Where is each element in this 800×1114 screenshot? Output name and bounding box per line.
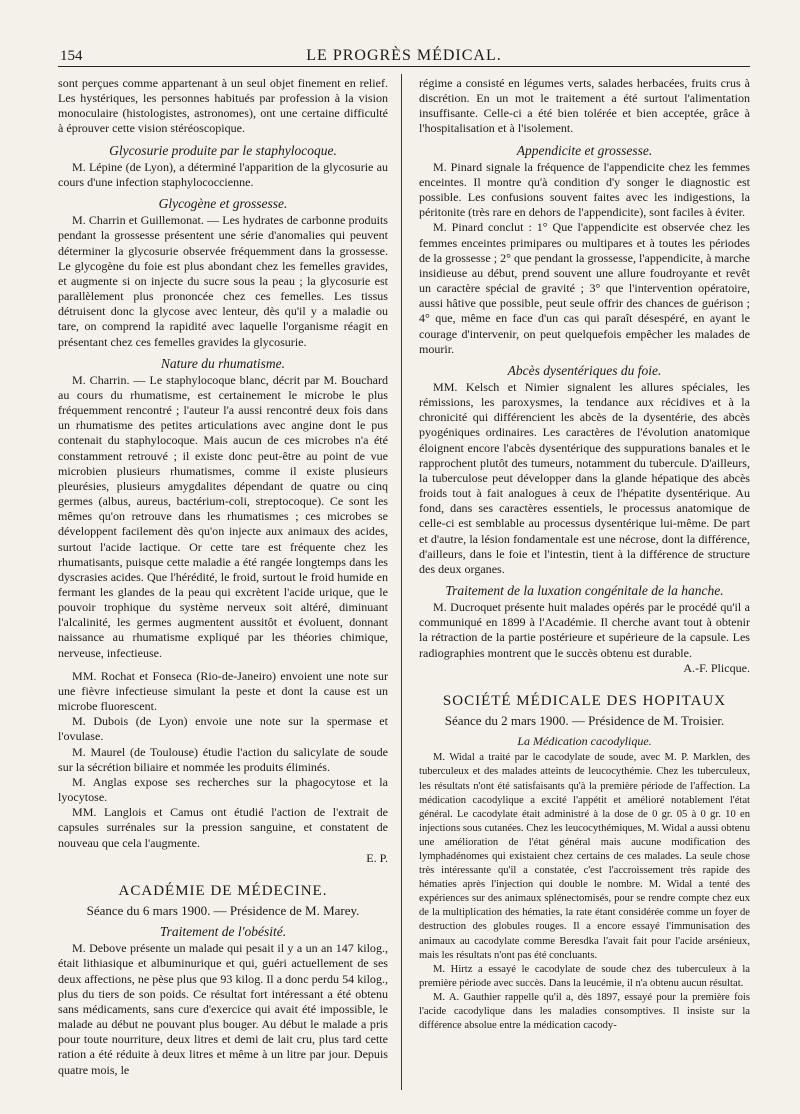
section-heading: Glycogène et grossesse. <box>158 196 288 212</box>
section-heading: La Médication cacodylique. <box>517 734 652 749</box>
paragraph: M. Charrin et Guillemonat. — Les hydrates de carbonne produits pendant la grossesse présentent une série d'anomalies qui peuvent déterminer la glycosurie observée fréquemment dans la grossesse. Le glycogène du foie est plus abondant chez les femelles gravides, et augmente si on injecte du sucre sous la peau ; la glycosurie est parallèlement plus prononcée chez ces femelles. Les tissus détruisent donc la glycose avec lenteur, dès qu'il y a maladie ou tare, on comprend la rapidité avec laquelle l'organisme réagit en présentant chez ces femelles gravides la glycosurie. <box>58 213 388 349</box>
section-heading: Abcès dysentériques du foie. <box>507 362 662 378</box>
paragraph: M. Maurel (de Toulouse) étudie l'action du salicylate de soude sur la sécrétion biliaire et nommée les produits éliminés. <box>58 744 388 774</box>
paragraph: M. Dubois (de Lyon) envoie une note sur la spermase et l'ovulase. <box>58 714 388 744</box>
section-heading: Appendicite et grossesse. <box>516 142 653 158</box>
paragraph: M. Charrin. — Le staphylocoque blanc, décrit par M. Bouchard au cours du rhumatisme, est certainement le microbe le plus fréquemment rencontré ; l'auteur l'a aussi rencontré deux fois dans un rhumatisme des petites articulations avec angine dont le pus contenait du staphylocoque. Mais aucun de ces microbes n'a été constamment retrouvé ; il existe donc peut-être au point de vue microbien plusieurs rhumatismes, comme il existe plusieurs pleurésies, plusieurs amygdalites dépendant de quatre ou cinq germes (albus, aureus, bactérium-coli, streptocoque). Ce sont les mêmes qu'on retrouve dans les rhumatismes ; ces microbes se développent facilement dès qu'on injecte aux animaux des acides, surtout l'acide lactique. Or cette tare est fréquente chez les rhumatisants, puisque cette maladie a été rangée longtemps dans les dyscrasies acides. Que l'hérédité, le froid, surtout le froid humide en fermant les glandes de la peau qui excrètent l'acide urique, que le pouvoir trophique du système nerveux soit altéré, diminuant l'alcalinité, les germes augmentent aussitôt et évoluent, donnant naissance au rhumatisme expliqué par les théories chimique, nerveuse, infectieuse. <box>58 372 388 660</box>
paragraph: régime a consisté en légumes verts, salades herbacées, fruits crus à discrétion. En un mot le traitement a été surtout l'alimentation insuffisante. Celle-ci a été bien tolérée et bien acceptée, grâce à l'hospitalisation et à l'isolement. <box>419 76 750 136</box>
paragraph: M. A. Gauthier rappelle qu'il a, dès 1897, essayé pour la première fois l'acide cacodylique dans les maladies consomptives. Il insiste sur la différence absolue entre la médication cacody- <box>419 991 750 1032</box>
author-signature: E. P. <box>366 850 388 865</box>
paragraph: MM. Rochat et Fonseca (Rio-de-Janeiro) envoient une note sur une fièvre infectieuse simulant la peste et dont la cause est un microbe fluorescent. <box>58 668 388 714</box>
section-heading: Nature du rhumatisme. <box>160 355 286 371</box>
journal-title: LE PROGRÈS MÉDICAL. <box>306 47 502 64</box>
paragraph: M. Debove présente un malade qui pesait il y a un an 147 kilog., était lithiasique et albuminurique et qui, guéri actuellement de ses deux affections, ne pèse plus que 93 kilog. Il a donc perdu 54 kilog., plus du tiers de son poids. Ce résultat fort intéressant a été obtenu sans médicaments, sans cure d'exercice qui avait été impossible, le malade au début ne pouvant plus bouger. Au début le malade a pris pour toute nourriture, deux litres et demi de lait cru, plus tard cette ration a été réduite à deux litres et même à un litre par jour. Depuis quatre mois, le <box>58 941 388 1077</box>
paragraph: sont perçues comme appartenant à un seul objet finement en relief. Les hystériques, les personnes habitués par profession à la vision monoculaire (histologistes, astronomes), ont une certaine difficulté à éprouver cette vision stéréoscopique. <box>58 76 388 136</box>
page-number: 154 <box>60 48 83 64</box>
page-header <box>58 44 750 67</box>
section-heading: Glycosurie produite par le staphylocoque. <box>109 142 337 158</box>
section-title: SOCIÉTÉ MÉDICALE DES HOPITAUX <box>442 692 727 709</box>
small-print-block <box>419 734 750 1033</box>
paragraph: M. Widal a traité par le cacodylate de soude, avec M. P. Marklen, des tuberculeux et des malades atteints de leucocythémie. Chez les tuberculeux, les résultats n'ont été satisfaisants qu'à la première période de l'affection. La médication cacodylique a excité l'appétit et amélioré notablement l'état général. Le cacodylate était administré à la dose de 0 gr. 05 à 0 gr. 10 en injections sous cutanées. Chez les leucocythémiques, M. Widal a aussi obtenu une amélioration de l'état général mais aucune modification des lymphadénomes qui existaient chez certains de ces malades. La seule chose très intéressante qu'il a constatée, c'est l'accroissement très rapide des hématies après l'injection qui double le nombre. M. Widal a tenté des expériences sur des animaux splénectomisés, pour se rendre compte chez eux de la multiplication des hématies, la rate étant considérée comme un foyer de destruction des globules rouges. Il a encore essayé l'immunisation des animaux au cacodylate comme Beresdka l'avait fait pour l'acide arsénieux, mais les résultats n'ont pas été concluants. <box>419 752 750 961</box>
paragraph: MM. Langlois et Camus ont étudié l'action de l'extrait de capsules surrénales sur la pression sanguine, et constatent de nouveau que cela l'augmente. <box>58 805 388 850</box>
paragraph: M. Lépine (de Lyon), a déterminé l'apparition de la glycosurie au cours d'une infection staphylococcienne. <box>58 159 388 189</box>
paragraph: M. Hirtz a essayé le cacodylate de soude chez des tuberculeux à la première période avec succès. Dans la leucémie, il n'a obtenu aucun résultat. <box>419 963 750 989</box>
left-column <box>58 76 388 1078</box>
paragraph: M. Pinard signale la fréquence de l'appendicite chez les femmes enceintes. Il montre qu'à condition d'y songer le diagnostic est possible. Les confusions souvent faites avec les indigestions, la péritonite (très rare en dehors de l'appendicite), sont faciles à éviter. <box>419 159 750 220</box>
section-heading: Traitement de la luxation congénitale de la hanche. <box>445 583 724 598</box>
author-signature: A.-F. Plicque. <box>683 660 750 675</box>
right-column <box>419 76 750 1033</box>
paragraph: M. Pinard conclut : 1° Que l'appendicite est observée chez les femmes enceintes primipares ou multipares et à toutes les périodes de la grossesse ; 2° que pendant la grossesse, l'appendicite, à marche insidieuse au début, prend souvent une allure foudroyante et revêt un caractère spécial de gravité ; 3° que l'intervention opératoire, aussi hâtive que possible, peut seule offrir des chances de guérison ; 4° que, même en face d'un cas qui paraît désespéré, en ayant le courage d'intervenir, on peut quelquefois empêcher les malades de mourir. <box>419 220 750 356</box>
section-title: ACADÉMIE DE MÉDECINE. <box>118 882 328 899</box>
section-heading: Traitement de l'obésité. <box>159 924 287 940</box>
paragraph: M. Anglas expose ses recherches sur la phagocytose et la lyocytose. <box>58 774 388 805</box>
paragraph: MM. Kelsch et Nimier signalent les allures spéciales, les rémissions, les paroxysmes, la tendance aux récidives et à la chronicité qui différencient les abcès de la dysentérie, des abcès pyogéniques ordinaires. Les caractères de l'évolution anatomique éloignent encore l'abcès dysentérique des suppurations banales et le rapprochent plutôt des tumeurs, notamment du tubercule. D'ailleurs, la tuberculose peut développer dans la glande hépatique des abcès froids tout à fait analogues à ceux de l'hépatite dysentérique. Au fond, dans ses caractères essentiels, le processus anatomique de celle-ci est semblable au processus dysentérique lui-même. De part et d'autre, la lésion fondamentale est une nécrose, dont la différence, d'ailleurs, dans le foie et l'intestin, tient à la différence de structure des deux organes. <box>419 379 750 576</box>
session-line: Séance du 6 mars 1900. — Présidence de M. Marey. <box>86 902 360 918</box>
session-line: Séance du 2 mars 1900. — Présidence de M. Troisier. <box>444 713 725 729</box>
column-divider <box>401 74 402 1090</box>
paragraph: M. Ducroquet présente huit malades opérés par le procédé qu'il a communiqué en 1899 à l'Académie. Il cherche avant tout à obtenir la rétraction de la partie postérieure et supérieure de la capsule. Les radiographies montrent que le succès obtenu est durable. <box>419 600 750 660</box>
